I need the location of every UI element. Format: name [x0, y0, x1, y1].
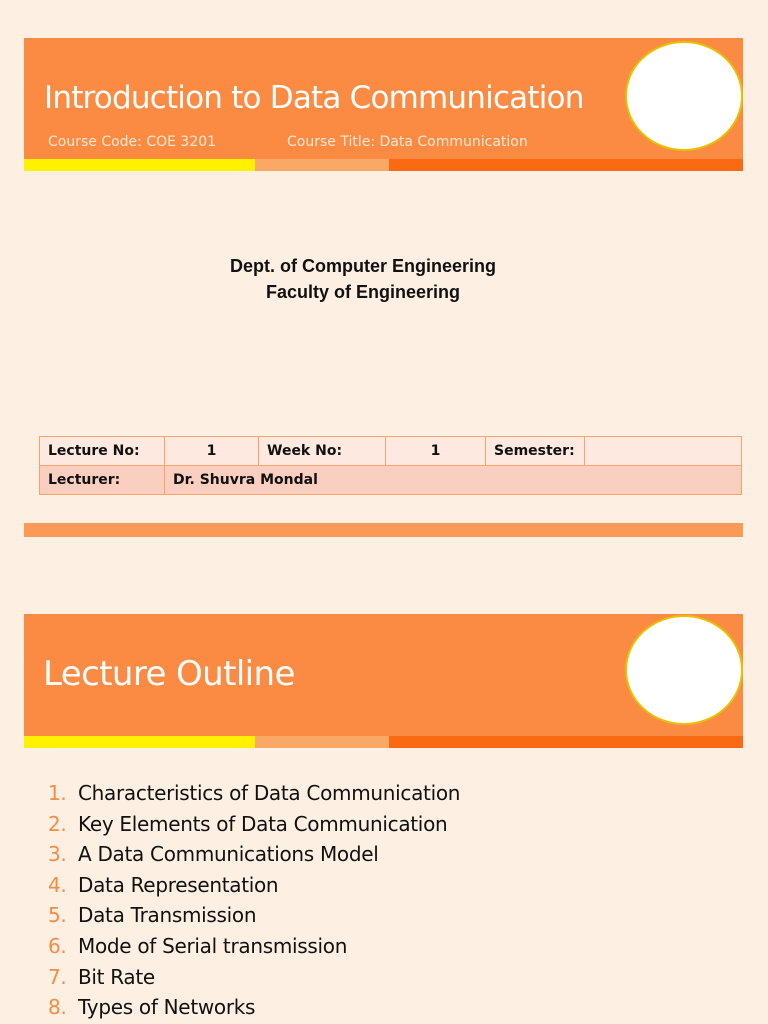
- outline-title: Lecture Outline: [43, 654, 295, 694]
- accent-stripe-light: [255, 159, 389, 171]
- slide-separator: [24, 523, 743, 537]
- table-row: [40, 466, 742, 495]
- outline-text: Bit Rate: [78, 964, 155, 989]
- outline-item: [48, 778, 460, 809]
- university-seal-logo: [624, 40, 744, 152]
- slide-title: Introduction to Data Communication: [44, 80, 584, 116]
- accent-stripe-dark: [389, 159, 743, 171]
- outline-item: [48, 992, 460, 1023]
- outline-number: 5.: [48, 903, 67, 928]
- outline-number: 7.: [48, 964, 67, 989]
- outline-item: [48, 900, 460, 931]
- outline-item: [48, 809, 460, 840]
- lecture-no-value: 1: [165, 437, 259, 466]
- outline-number: 4.: [48, 872, 67, 897]
- faculty-line: Faculty of Engineering: [265, 282, 461, 302]
- semester-value: [585, 437, 742, 466]
- outline-text: Types of Networks: [78, 995, 256, 1020]
- lecturer-label: Lecturer:: [40, 466, 165, 495]
- lecture-no-label: Lecture No:: [40, 437, 165, 466]
- accent-stripe-light: [255, 736, 389, 748]
- outline-text: A Data Communications Model: [78, 842, 379, 867]
- university-seal-logo: [624, 614, 744, 726]
- semester-label: Semester:: [486, 437, 585, 466]
- course-code: Course Code: COE 3201: [48, 134, 217, 150]
- outline-text: Mode of Serial transmission: [78, 933, 348, 958]
- outline-text: Data Transmission: [78, 903, 257, 928]
- table-row: [40, 437, 742, 466]
- outline-number: 1.: [48, 781, 67, 805]
- lecture-outline-list: [48, 778, 460, 1023]
- department-line: Dept. of Computer Engineering: [229, 256, 496, 276]
- outline-text: Data Representation: [78, 872, 279, 897]
- outline-item: [48, 962, 460, 993]
- outline-item: [48, 931, 460, 962]
- accent-stripe-yellow: [24, 736, 255, 748]
- outline-text: Key Elements of Data Communication: [78, 811, 448, 836]
- outline-number: 8.: [48, 995, 67, 1020]
- outline-item: [48, 870, 460, 901]
- lecture-info-table: [39, 436, 742, 495]
- outline-number: 3.: [48, 842, 67, 867]
- lecturer-value: Dr. Shuvra Mondal: [165, 466, 742, 495]
- outline-text: Characteristics of Data Communication: [78, 781, 461, 805]
- outline-item: [48, 839, 460, 870]
- accent-stripe-dark: [389, 736, 743, 748]
- week-no-value: 1: [386, 437, 486, 466]
- outline-number: 2.: [48, 811, 67, 836]
- accent-stripe-yellow: [24, 159, 255, 171]
- week-no-label: Week No:: [259, 437, 386, 466]
- course-title: Course Title: Data Communication: [287, 134, 528, 150]
- outline-number: 6.: [48, 933, 67, 958]
